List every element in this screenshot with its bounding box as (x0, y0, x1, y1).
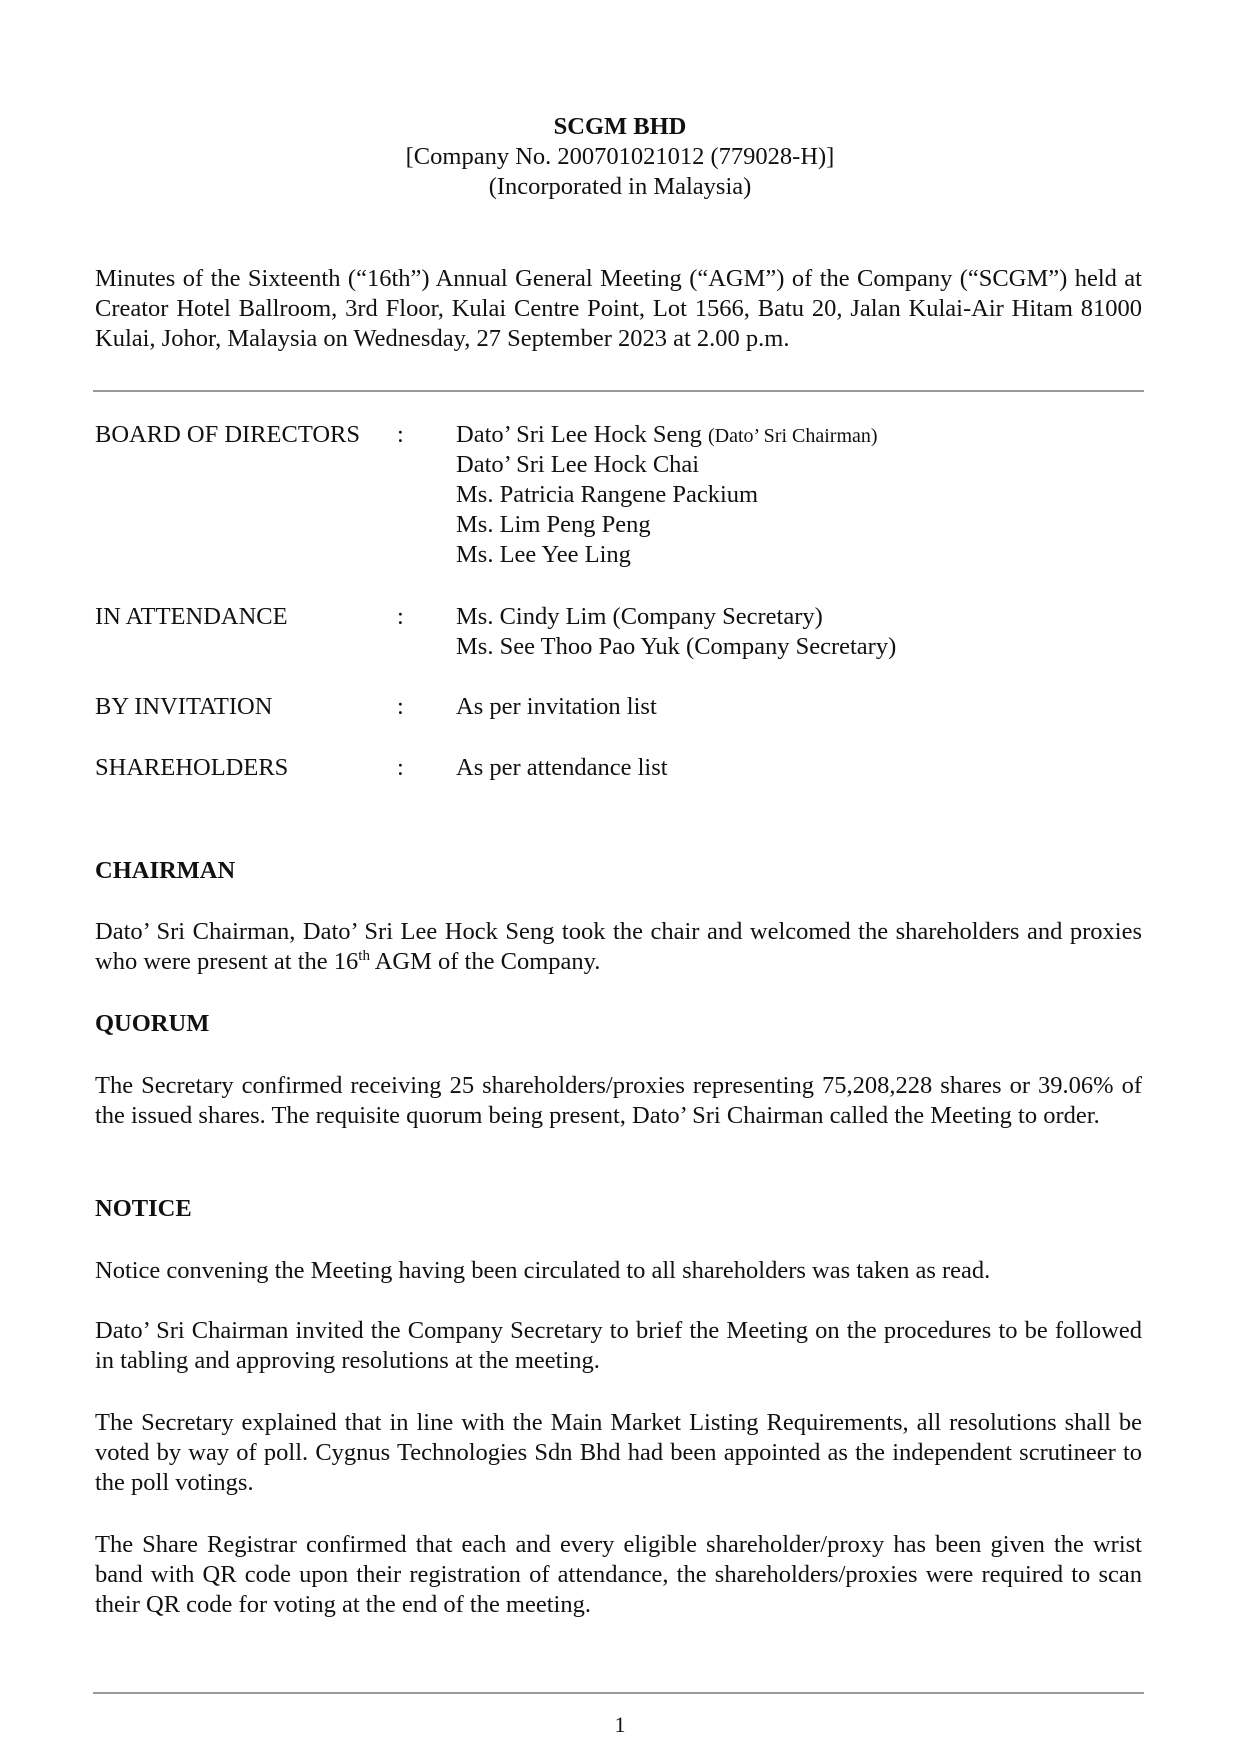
board-label: BOARD OF DIRECTORS (95, 421, 361, 448)
board-colon: : (397, 421, 404, 448)
board-member: Ms. Patricia Rangene Packium (456, 481, 759, 508)
shareholders-label: SHAREHOLDERS (95, 754, 289, 781)
company-number: [Company No. 200701021012 (779028-H)] (405, 143, 835, 170)
notice-paragraph: The Share Registrar confirmed that each and every eligible shareholder/proxy has been given the wrist band with QR code upon their registration of attendance, the shareholders/proxies were required to scan their QR code for voting at the end of the meeting. (95, 1531, 1142, 1618)
footer-divider (93, 1692, 1144, 1694)
page-number: 1 (614, 1712, 626, 1737)
header-divider (93, 390, 1144, 392)
board-member (456, 420, 878, 450)
meeting-intro: Minutes of the Sixteenth (“16th”) Annual General Meeting (“AGM”) of the Company (“SCGM”) held at Creator Hotel Ballroom, 3rd Floor, Kulai Centre Point, Lot 1566, Batu 20, Jalan Kulai-Air Hitam 81000 Kulai, Johor, Malaysia on Wednesday, 27 September 2023 at 2.00 p.m. (95, 265, 1142, 352)
shareholders-colon: : (397, 754, 404, 781)
chairman-text-end: AGM of the Company. (369, 948, 601, 975)
shareholders-value: As per attendance list (456, 754, 668, 781)
notice-paragraph: Notice convening the Meeting having been circulated to all shareholders was taken as read. (95, 1257, 991, 1284)
ordinal-suffix: th (358, 947, 370, 964)
notice-paragraph: The Secretary explained that in line with the Main Market Listing Requirements, all resolutions shall be voted by way of poll. Cygnus Technologies Sdn Bhd had been appointed as the independent scrutineer to the poll votings. (95, 1409, 1142, 1496)
document-header (0, 112, 1240, 202)
in-attendance-label: IN ATTENDANCE (95, 603, 288, 630)
attendance-block (95, 420, 1142, 800)
board-member: Ms. Lim Peng Peng (456, 511, 651, 538)
by-invitation-value: As per invitation list (456, 693, 657, 720)
chairman-heading: CHAIRMAN (95, 857, 236, 884)
board-members (456, 420, 878, 570)
notice-heading: NOTICE (95, 1195, 192, 1222)
incorporation-note: (Incorporated in Malaysia) (488, 173, 752, 200)
chairman-note: (Dato’ Sri Chairman) (707, 425, 878, 447)
board-member: Ms. Lee Yee Ling (456, 541, 631, 568)
by-invitation-colon: : (397, 693, 404, 720)
in-attendance-names (456, 602, 896, 662)
company-name: SCGM BHD (553, 113, 687, 140)
chairman-paragraph (95, 917, 1142, 977)
quorum-heading: QUORUM (95, 1010, 210, 1037)
board-member: Dato’ Sri Lee Hock Chai (456, 451, 700, 478)
attendee: Ms. Cindy Lim (Company Secretary) (456, 603, 823, 630)
chairman-text: Dato’ Sri Chairman, Dato’ Sri Lee Hock Seng took the chair and welcomed the shareholders and proxies who were present at the 16 (95, 918, 1142, 975)
chairman-name: Dato’ Sri Lee Hock Seng (456, 421, 702, 448)
attendee: Ms. See Thoo Pao Yuk (Company Secretary) (456, 633, 897, 660)
notice-paragraph: Dato’ Sri Chairman invited the Company Secretary to brief the Meeting on the procedures to be followed in tabling and approving resolutions at the meeting. (95, 1317, 1142, 1374)
quorum-paragraph: The Secretary confirmed receiving 25 shareholders/proxies representing 75,208,228 shares or 39.06% of the issued shares. The requisite quorum being present, Dato’ Sri Chairman called the Meeting to order. (95, 1072, 1142, 1129)
by-invitation-label: BY INVITATION (95, 693, 273, 720)
in-attendance-colon: : (397, 603, 404, 630)
